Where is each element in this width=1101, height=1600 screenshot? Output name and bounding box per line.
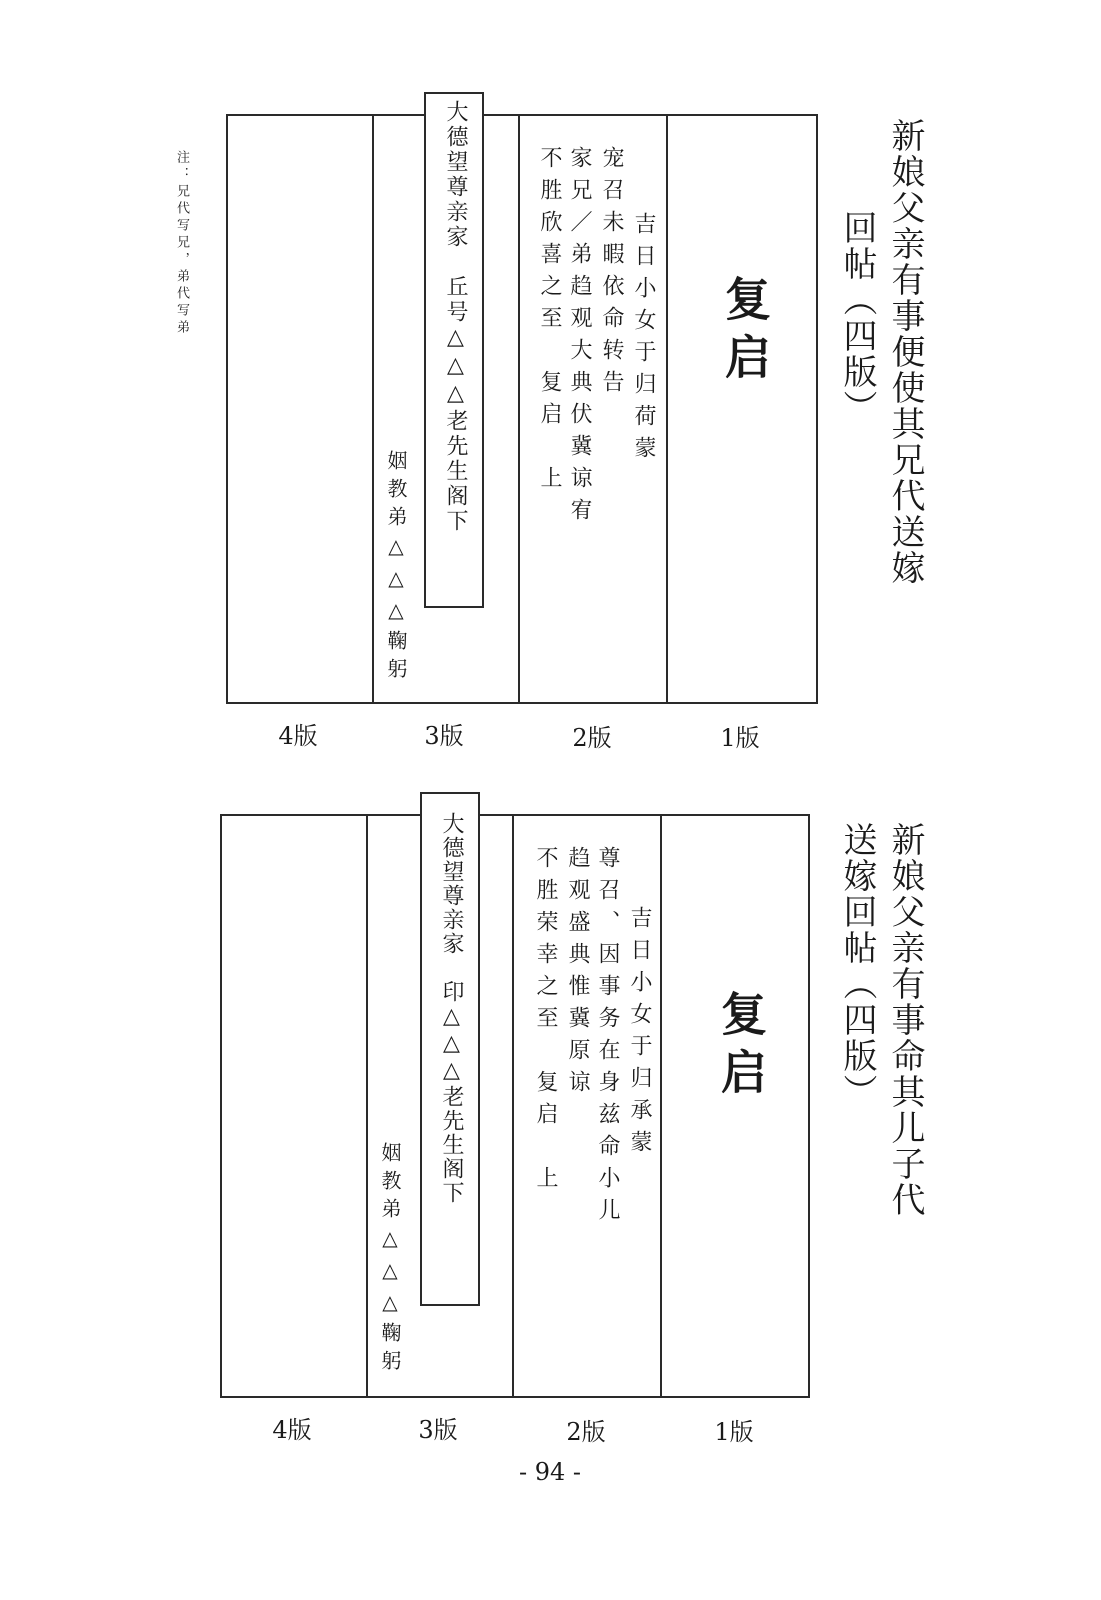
panel-2-divider-1 bbox=[366, 814, 368, 1398]
panel-1-addressee: 大德望尊亲家 丘号△△△老先生阁下 bbox=[443, 100, 468, 534]
panel-2-line-3: 趋观盛典惟冀原谅 bbox=[565, 846, 590, 1102]
panel-2-label-2: 2版 bbox=[566, 1418, 606, 1446]
panel-1-divider-3 bbox=[666, 114, 668, 704]
panel-1-line-1: 吉日小女于归荷蒙 bbox=[631, 212, 656, 468]
panel-2-line-1: 吉日小女于归承蒙 bbox=[627, 906, 652, 1162]
panel-2-label-3: 3版 bbox=[418, 1416, 458, 1444]
panel-2-signature: 姻教弟△△△鞠躬 bbox=[378, 1142, 402, 1378]
panel-1-label-4: 4版 bbox=[278, 722, 318, 750]
panel-1-heading: 复启 bbox=[718, 275, 772, 391]
side-note: 注：兄代写兄，弟代写弟 bbox=[174, 150, 189, 337]
panel-1-label-3: 3版 bbox=[424, 722, 464, 750]
panel-2-heading: 复启 bbox=[714, 990, 768, 1106]
panel-2-divider-3 bbox=[660, 814, 662, 1398]
panel-1-line-2: 宠召未暇依命转告 bbox=[599, 146, 624, 402]
panel-1-subtitle: 回帖（四版） bbox=[837, 210, 877, 426]
panel-2-divider-2 bbox=[512, 814, 514, 1398]
panel-1-line-4: 不胜欣喜之至 复启 上 bbox=[537, 146, 562, 498]
panel-1-divider-1 bbox=[372, 114, 374, 704]
panel-2-line-2: 尊召、因事务在身兹命小儿 bbox=[595, 846, 620, 1230]
panel-2-label-4: 4版 bbox=[272, 1416, 312, 1444]
panel-1-divider-2 bbox=[518, 114, 520, 704]
panel-2-line-4: 不胜荣幸之至 复启 上 bbox=[533, 846, 558, 1198]
panel-1-signature: 姻教弟△△△鞠躬 bbox=[384, 450, 408, 686]
panel-2-label-1: 1版 bbox=[714, 1418, 754, 1446]
panel-1-label-1: 1版 bbox=[720, 724, 760, 752]
panel-1-line-3: 家兄／弟趋观大典伏冀谅宥 bbox=[567, 146, 592, 530]
page-number: - 94 - bbox=[518, 1458, 581, 1486]
panel-2-title: 新娘父亲有事命其儿子代 bbox=[885, 822, 925, 1218]
panel-1-title: 新娘父亲有事便使其兄代送嫁 bbox=[885, 118, 925, 586]
panel-2-addressee: 大德望尊亲家 印△△△老先生阁下 bbox=[439, 812, 464, 1205]
panel-2-subtitle: 送嫁回帖（四版） bbox=[837, 822, 877, 1110]
panel-1-label-2: 2版 bbox=[572, 724, 612, 752]
